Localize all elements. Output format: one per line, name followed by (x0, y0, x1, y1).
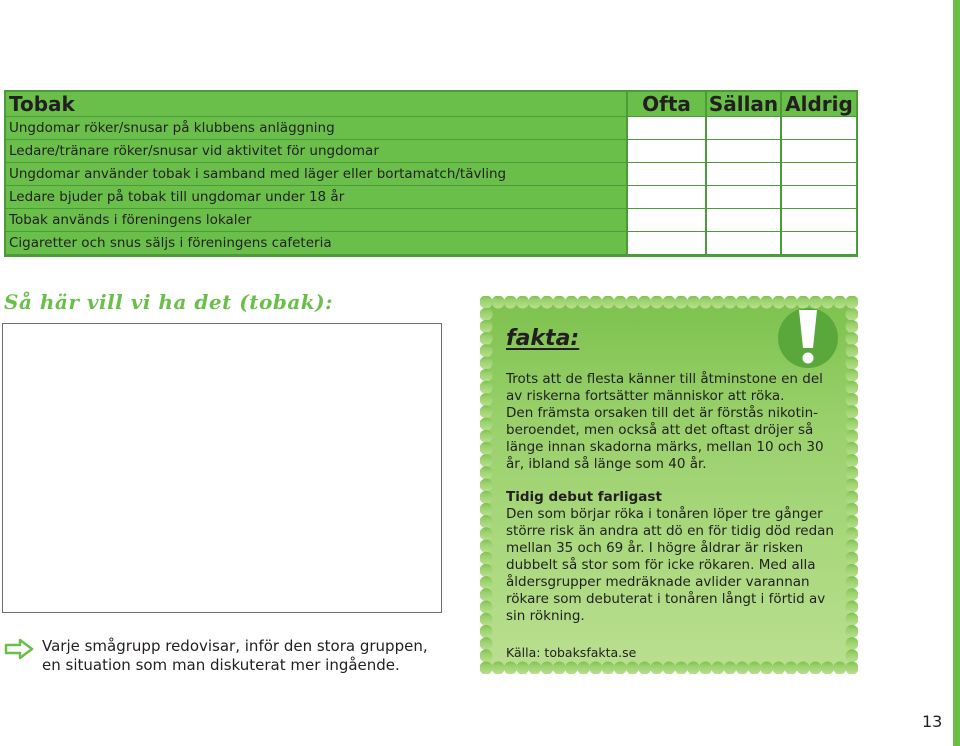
table-row-label: Ledare/tränare röker/snusar vid aktivitet för ungdomar (9, 143, 379, 159)
fakta-paragraph: Trots att de flesta känner till åtminstone en del av riskerna fortsätter människor att röka. (506, 371, 823, 404)
table-header-cell (6, 92, 626, 116)
table-answer-cell[interactable] (628, 209, 705, 231)
table-answer-cell[interactable] (782, 209, 856, 231)
table-answer-cell[interactable] (707, 140, 780, 162)
fakta-paragraph: Den främsta orsaken till det är förstås nikotin-beroendet, men också att det oftast dröjer så länge innan skadorna märks, mellan 10 och 30 år, ibland så länge som 40 år. (506, 405, 824, 472)
fakta-subheading: Tidig debut farligast (506, 489, 662, 505)
table-row-label: Ledare bjuder på tobak till ungdomar under 18 år (9, 189, 345, 205)
table-answer-cell[interactable] (707, 209, 780, 231)
table-answer-cell[interactable] (707, 232, 780, 254)
wish-heading: Så här vill vi ha det (tobak): (4, 290, 333, 314)
table-answer-cell[interactable] (628, 140, 705, 162)
arrow-right-icon (4, 637, 34, 661)
fakta-title: fakta: (506, 326, 580, 351)
table-row-label: Ungdomar röker/snusar på klubbens anläggning (9, 120, 335, 136)
table-answer-cell[interactable] (707, 163, 780, 185)
column-header-aldrig: Aldrig (785, 92, 853, 116)
exclamation-icon (778, 308, 838, 368)
fakta-box (480, 296, 858, 674)
table-row-label: Cigaretter och snus säljs i föreningens cafeteria (9, 235, 332, 251)
table-answer-cell[interactable] (628, 163, 705, 185)
table-answer-cell[interactable] (628, 186, 705, 208)
table-answer-cell[interactable] (782, 232, 856, 254)
table-row-label: Ungdomar använder tobak i samband med läger eller bortamatch/tävling (9, 166, 507, 182)
fakta-body: Den som börjar röka i tonåren löper tre gånger större risk än andra att dö en för tidig död redan mellan 35 och 69 år. I högre åldrar är risken dubbelt så stor som för icke rökaren. Med alla åldersgrupper medräknade avlider varannan rökare som debuterat i tonåren långt i förtid av sin rökning. (506, 506, 834, 624)
table-answer-cell[interactable] (628, 232, 705, 254)
table-answer-cell[interactable] (782, 163, 856, 185)
page-number: 13 (922, 712, 943, 731)
page-edge-strip (953, 0, 960, 746)
answer-box[interactable] (2, 323, 442, 613)
table-row-label: Tobak används i föreningens lokaler (9, 212, 252, 228)
instruction-note: Varje smågrupp redovisar, inför den stora gruppen, en situation som man diskuterat mer ingående. (42, 637, 428, 674)
fakta-source: Källa: tobaksfakta.se (506, 645, 637, 660)
table-answer-cell[interactable] (628, 117, 705, 139)
table-answer-cell[interactable] (782, 140, 856, 162)
table-answer-cell[interactable] (707, 117, 780, 139)
table-title: Tobak (9, 92, 75, 116)
column-header-sallan: Sällan (708, 92, 779, 116)
table-answer-cell[interactable] (782, 186, 856, 208)
table-answer-cell[interactable] (782, 117, 856, 139)
column-header-ofta: Ofta (642, 92, 691, 116)
table-answer-cell[interactable] (707, 186, 780, 208)
